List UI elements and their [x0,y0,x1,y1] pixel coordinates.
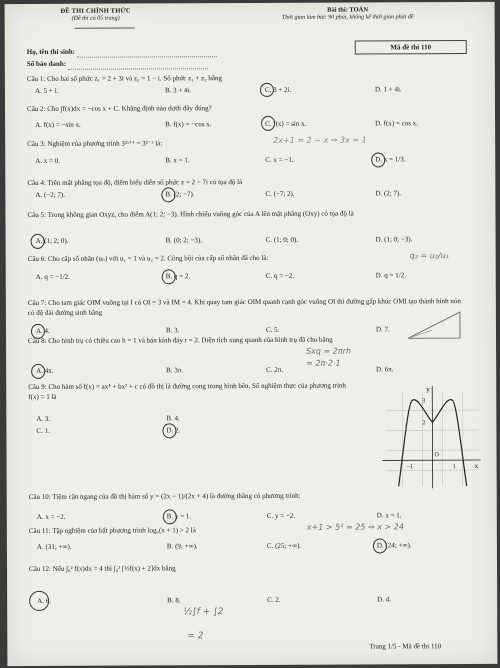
y-label: y [426,385,430,394]
option-a: A. x = −2. [36,512,66,521]
tick-1: 1 [452,464,456,471]
option-d: D. 6π. [376,365,394,374]
id-label: Số báo danh: [26,59,67,68]
handwriting-q3: 2x+1 = 2 − x ⇒ 3x = 1 [273,135,367,145]
options-6 [35,270,476,281]
tick-3: 3 [422,398,426,405]
option-d: D. 2. [166,426,181,435]
options-11 [36,540,477,551]
question-4: Câu 4: Trên mặt phẳng tọa độ, điểm biểu diễn số phức z = 2 − 7i có tọa độ là [27,178,243,187]
option-d: D. x = 1. [376,511,402,520]
answer-mark-6 [162,269,176,284]
time-note: Thời gian làm bài: 90 phút, không kể thời gian phát đề [281,14,414,21]
question-6: Câu 6: Cho cấp số nhân (uₙ) với u₁ = 1 và u₂ = 2. Công bội của cấp số nhân đã cho là: [27,253,269,263]
subject-title: Bài thi: TOÁN [327,6,369,14]
option-b: B. 8. [167,596,181,605]
answer-mark-2 [261,116,275,131]
official-exam-title: ĐỀ THI CHÍNH THỨC [60,7,131,15]
handwriting-q12b: = 2 [187,631,204,642]
options-3 [35,154,475,165]
options-1 [34,84,475,95]
option-c: C. x = −1. [265,155,294,164]
option-a: A. (−2; 7). [35,190,66,199]
tick-minus-1: −1 [406,464,413,471]
option-d: D. f(x) = cos x. [375,119,418,128]
option-d: D. (1; 0; −3). [375,235,413,244]
option-b: B. (0; 2; −3). [165,236,203,245]
option-b: B. y = 1. [166,512,192,521]
option-b: B. 3 + 4i. [164,86,192,95]
candidate-info [27,45,217,70]
option-b: B. (2; −7). [165,190,195,199]
option-b: B. (9; +∞). [166,542,198,551]
option-d: D. 4. [377,595,391,604]
question-2: Câu 2: Cho ∫f(x)dx = −cos x + C. Khẳng định nào dưới đây đúng? [26,104,212,113]
option-c: C. 2π. [266,365,284,374]
answer-mark-12 [29,591,49,611]
handwriting-q8a: Sxq = 2πrh [306,346,352,356]
origin-label: O [434,452,439,459]
answer-mark-3 [371,152,385,167]
option-a: A. (1; 2; 0). [35,236,69,245]
handwriting-q12: ½∫f + ∫2 [183,607,224,618]
exam-paper [5,2,498,666]
answer-mark-5 [31,234,45,249]
header-divider [75,28,135,29]
handwriting-q11: x+1 > 5² = 25 ⇒ x > 24 [306,522,404,532]
option-a: A. f(x) = −sin x. [35,120,81,129]
page-count-note: (Đề thi có 05 trang) [71,15,120,22]
option-c: C. 5. [265,325,280,334]
tick-2: 2 [422,420,426,427]
option-d: D. (2; 7). [375,189,402,198]
answer-mark-10 [163,509,177,524]
option-c: C. (1; 0; 0). [265,235,299,244]
handwriting-q6: q₂ = u₂/u₁ [409,251,450,261]
header-left [41,7,151,21]
options-4 [35,188,475,199]
option-d: D. q = 1/2. [375,271,406,280]
option-c: C. q = −2. [265,271,295,280]
question-1: Câu 1: Cho hai số phức z₁ = 2 + 3i và z₂ = 1 − i. Số phức z₁ + z₂ bằng [26,74,223,83]
x-label: x [474,462,479,471]
option-b: B. 3. [165,326,180,335]
function-graph [378,382,482,492]
option-d: D. (24; +∞). [376,541,412,550]
name-label: Họ, tên thí sinh: [26,47,76,56]
option-a: A. 5 + i. [34,86,59,95]
option-a: A. 6. [37,596,51,605]
option-a: A. (31; +∞). [36,542,72,551]
question-5: Câu 5: Trong không gian Oxyz, cho điểm A(1; 2; −3). Hình chiếu vuông góc của A lên mặt phẳng (Oxy) có tọa độ là [27,209,354,219]
option-a: A. x = 0. [35,156,61,165]
options-5 [35,234,476,245]
option-b: B. 4. [166,414,180,423]
id-field [68,68,208,70]
option-c: C. 1. [36,426,50,435]
question-12: Câu 12: Nếu ∫₀² f(x)dx = 4 thì ∫₀² [½f(x) + 2]dx bằng [29,564,176,573]
answer-mark-4 [161,187,175,202]
option-b: B. f(x) = −cos x. [165,120,212,129]
answer-mark-1 [260,83,274,97]
option-c: C. y = −2. [266,511,296,520]
option-c: C. (25; +∞). [266,541,302,550]
exam-code-box: Mã đề thi 110 [355,40,467,54]
options-2 [35,118,475,129]
question-10: Câu 10: Tiệm cận ngang của đồ thị hàm số y = (2x − 1)/(2x + 4) là đường thẳng có phương trình: [28,491,301,501]
option-c: C. 3 + 2i. [264,85,292,94]
options-8 [36,364,476,375]
question-3: Câu 3: Nghiệm của phương trình 3²ˣ⁺¹ = 3²⁻ˣ là: [27,139,163,148]
option-a: A. 3. [36,414,51,423]
header-right [217,6,479,21]
option-d: D. 7. [375,325,390,334]
options-10 [36,510,477,521]
question-9: Câu 9: Cho hàm số f(x) = ax⁴ + bx² + c có đồ thị là đường cong trong hình bên. Số nghiệm thực của phương trình f(x) = 1 là [28,381,346,401]
answer-mark-8 [31,364,45,379]
option-c: C. 2. [267,595,281,604]
option-b: B. x = 1. [165,156,190,165]
question-11: Câu 11: Tập nghiệm của bất phương trình log₅(x + 1) > 2 là [28,526,196,535]
answer-mark-9 [162,423,176,438]
option-d: D. 1 + 4i. [374,85,402,94]
answer-mark-11 [373,538,387,553]
option-c: C. (−7; 2). [265,189,295,198]
options-12 [37,594,477,605]
page-footer: Trang 1/5 - Mã đề thi 110 [369,642,442,651]
option-b: B. q = 2. [165,272,191,281]
option-a: A. 4π. [36,366,54,375]
handwriting-q8b: = 2π·2·1 [306,358,341,368]
question-7: Câu 7: Cho tam giác OIM vuông tại I có OI = 3 và IM = 4. Khi quay tam giác OIM quanh cạnh góc vuông OI thì đường gấp khúc OMI tạo thành hình nón có độ dài đường sinh bằng [27,297,461,317]
option-c: C. f(x) = sin x. [265,119,307,128]
option-b: B. 3π. [166,366,184,375]
option-a: A. q = −1/2. [35,272,70,281]
option-d: D. x = 1/3. [375,155,406,164]
option-a: A. 4. [35,326,50,335]
question-8: Câu 8: Cho hình trụ có chiều cao h = 1 và bán kính đáy r = 2. Diện tích xung quanh của hình trụ đã cho bằng [28,335,333,345]
